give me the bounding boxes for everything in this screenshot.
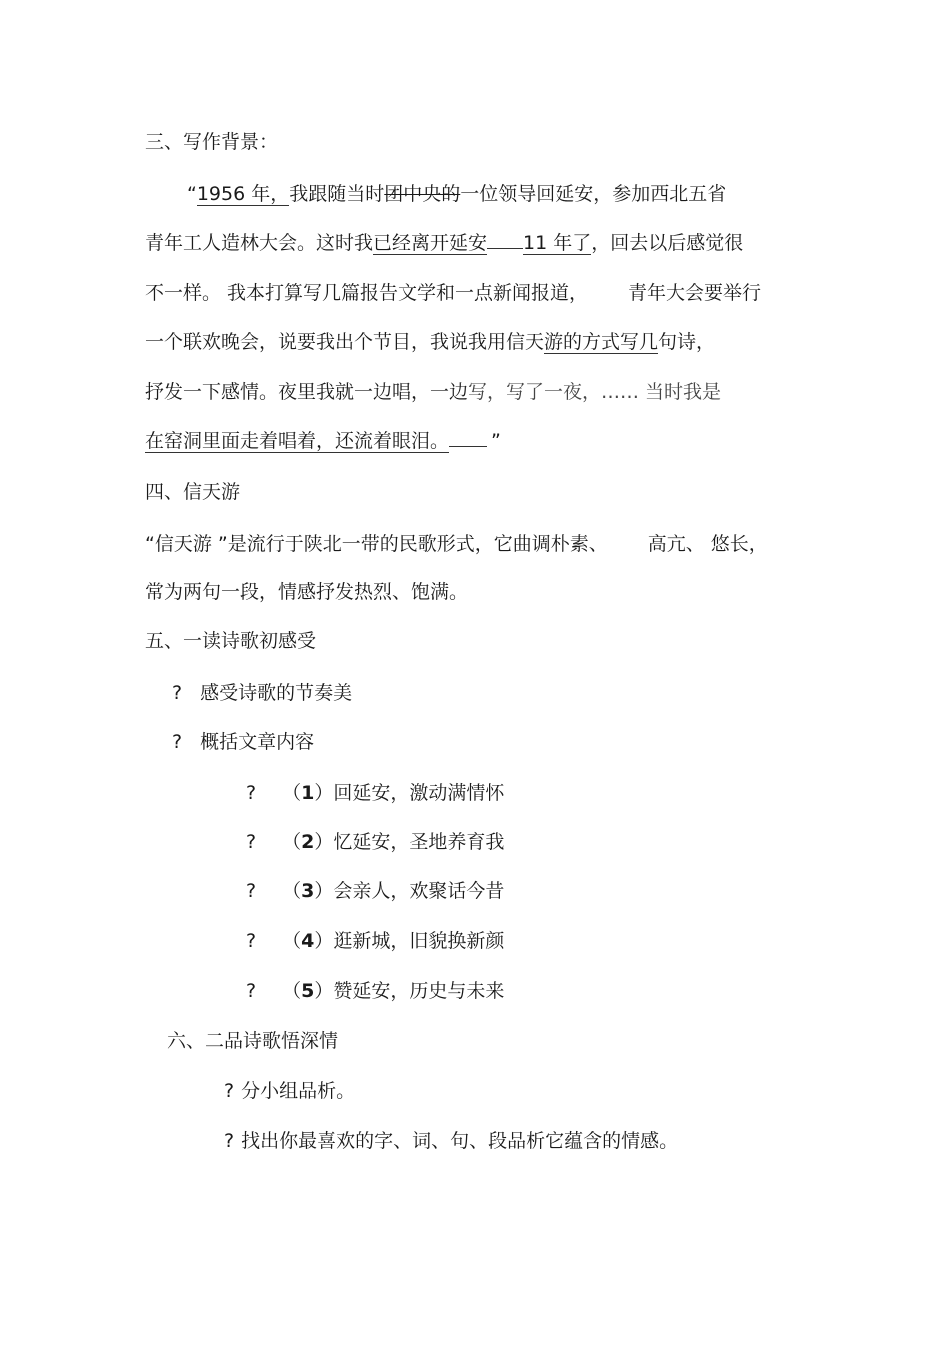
quote-line-1: “1956 年，我跟随当时团中央的一位领导回延安，参加西北五省 <box>187 183 727 205</box>
bullet-icon: ? <box>246 782 257 804</box>
bullet-icon: ? <box>172 731 183 753</box>
xintianyou-line-2: 常为两句一段，情感抒发热烈、饱满。 <box>145 581 469 603</box>
bullet-icon: ? <box>246 880 257 902</box>
bullet-icon: ? <box>246 930 257 952</box>
xintianyou-line-1: “信天游 ”是流行于陕北一带的民歌形式，它曲调朴素、 高亢、 悠长， <box>145 533 768 555</box>
item-number: 5 <box>301 980 315 1002</box>
item-number: 2 <box>301 831 315 853</box>
bullet-icon: ? <box>172 682 183 704</box>
quote-line-2: 青年工人造林大会。这时我已经离开延安 11 年了，回去以后感觉很 <box>145 232 744 254</box>
sub-list-item: ? （3）会亲人，欢聚话今昔 <box>246 880 505 902</box>
sub-list-item: ? （4）逛新城，旧貌换新颜 <box>246 930 505 952</box>
quote-line-6: 在窑洞里面走着唱着，还流着眼泪。 ” <box>145 430 501 452</box>
bullet-icon: ? <box>224 1080 235 1102</box>
bullet-icon: ? <box>224 1130 235 1152</box>
bullet-icon: ? <box>246 980 257 1002</box>
section-5-heading: 五、一读诗歌初感受 <box>145 630 317 652</box>
sub-list-item: ? （5）赞延安，历史与未来 <box>246 980 505 1002</box>
quote-line-4: 一个联欢晚会，说要我出个节目，我说我用信天游的方式写几句诗， <box>145 331 716 353</box>
quote-line-5: 抒发一下感情。夜里我就一边唱，一边写，写了一夜，…… 当时我是 <box>145 381 722 403</box>
section-6-heading: 六、二品诗歌悟深情 <box>167 1030 339 1052</box>
item-number: 4 <box>301 930 315 952</box>
close-quote-mark: ” <box>491 430 501 452</box>
section-3-heading: 三、写作背景： <box>145 131 279 153</box>
list-item: ? 概括文章内容 <box>172 731 315 753</box>
sub-list-item: ? （1）回延安，激动满情怀 <box>246 782 505 804</box>
list-item: ? 感受诗歌的节奏美 <box>172 682 353 704</box>
quote-line-3: 不一样。 我本打算写几篇报告文学和一点新闻报道， 青年大会要举行 <box>145 282 762 304</box>
item-number: 3 <box>301 880 315 902</box>
list-item: ? 分小组品析。 <box>224 1080 356 1102</box>
bullet-icon: ? <box>246 831 257 853</box>
section-4-heading: 四、信天游 <box>145 481 241 503</box>
quote-year: 1956 年， <box>196 183 290 205</box>
item-number: 1 <box>301 782 315 804</box>
open-quote-mark: “ <box>187 183 197 205</box>
sub-list-item: ? （2）忆延安，圣地养育我 <box>246 831 505 853</box>
list-item: ? 找出你最喜欢的字、词、句、段品析它蕴含的情感。 <box>224 1130 679 1152</box>
